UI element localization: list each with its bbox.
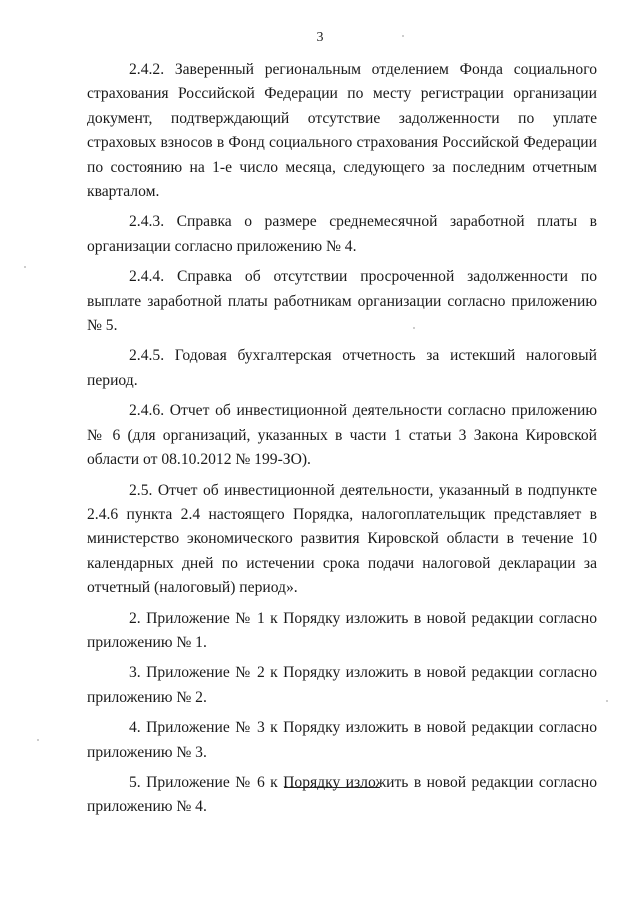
paragraph-2-4-5: 2.4.5. Годовая бухгалтерская отчетность за истекший налоговый период. xyxy=(87,347,597,389)
scan-speck xyxy=(24,266,26,268)
paragraph-2-4-3: 2.4.3. Справка о размере среднемесячной заработной платы в организации согласно приложению № 4. xyxy=(87,213,597,255)
paragraph-2-4-6: 2.4.6. Отчет об инвестиционной деятельности согласно приложению № 6 (для организаций, указанных в части 1 статьи 3 Закона Кировской области от 08.10.2012 № 199-ЗО). xyxy=(87,402,597,469)
paragraph-item-2: 2. Приложение № 1 к Порядку изложить в новой редакции согласно приложению № 1. xyxy=(87,609,597,651)
paragraph-item-5: 5. Приложение № 6 к Порядку изложить в новой редакции согласно приложению № 4. xyxy=(87,773,597,816)
end-divider-line xyxy=(284,787,380,788)
paragraph-2-4-2: 2.4.2. Заверенный региональным отделением Фонда социального страхования Российской Федерации по месту регистрации организации документ, подтверждающий отсутствие задолженности по уплате страховых взносов в Фонд социального страхования Российской Федерации по состоянию на 1-е число месяца, следующего за последним отчетным кварталом. xyxy=(87,61,597,201)
document-body xyxy=(87,58,597,820)
scan-speck xyxy=(606,700,608,702)
page-number: 3 xyxy=(316,30,324,45)
paragraph-2-4-4: 2.4.4. Справка об отсутствии просроченной задолженности по выплате заработной платы работникам организации согласно приложению № 5. xyxy=(87,268,597,335)
paragraph-item-4: 4. Приложение № 3 к Порядку изложить в новой редакции согласно приложению № 3. xyxy=(87,719,597,761)
paragraph-2-5: 2.5. Отчет об инвестиционной деятельности, указанный в подпункте 2.4.6 пункта 2.4 настоящего Порядка, налогоплательщик представляет в министерство экономического развития Кировской области в течение 10 календарных дней по истечении срока подачи налоговой декларации за отчетный (налоговый) период». xyxy=(87,481,597,597)
scan-speck xyxy=(402,35,404,37)
scan-speck xyxy=(37,739,39,741)
paragraph-item-3: 3. Приложение № 2 к Порядку изложить в новой редакции согласно приложению № 2. xyxy=(87,664,597,706)
scan-speck xyxy=(413,327,415,329)
